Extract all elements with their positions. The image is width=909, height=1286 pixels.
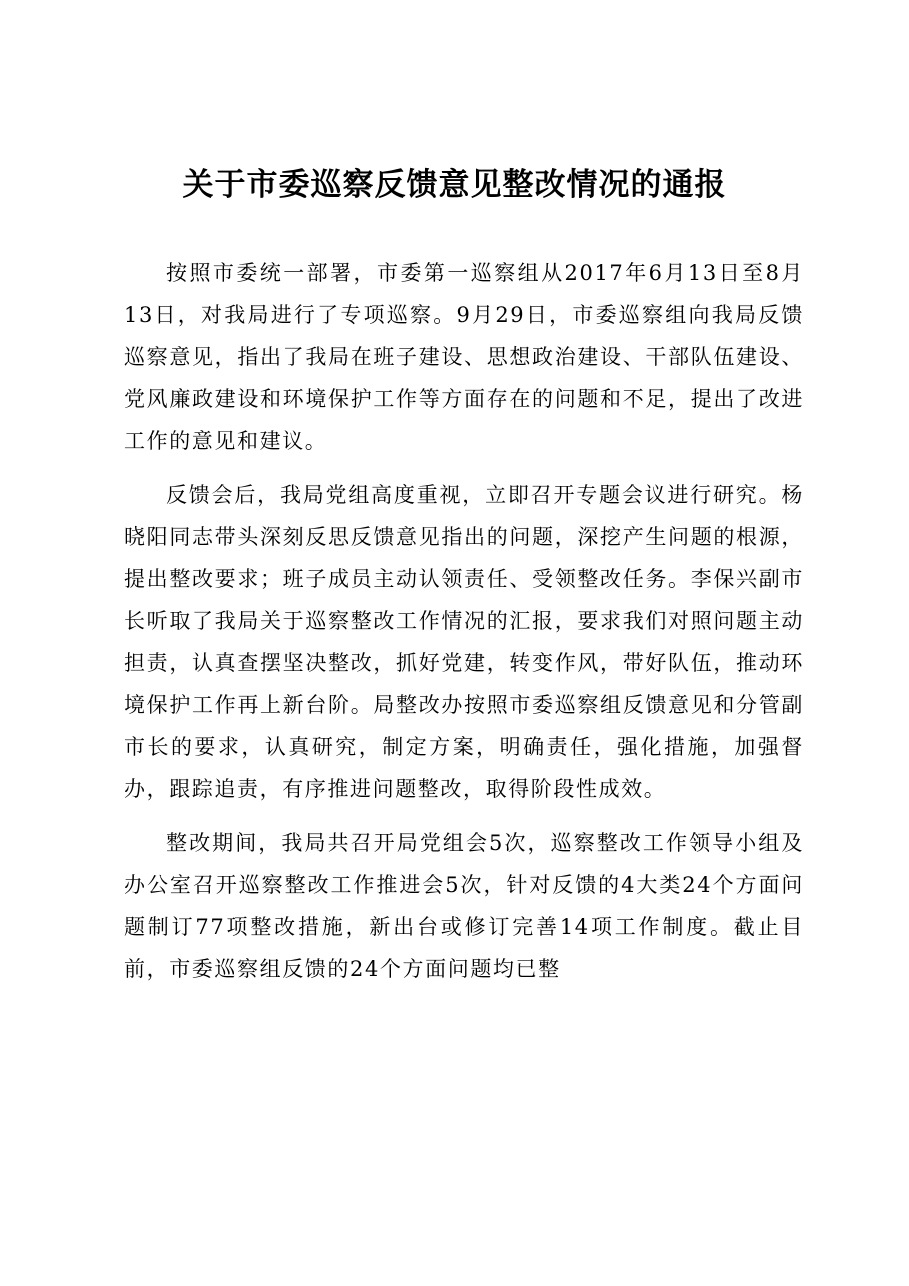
paragraph-1: 按照市委统一部署，市委第一巡察组从2017年6月13日至8月13日，对我局进行了专项巡察。9月29日，市委巡察组向我局反馈巡察意见，指出了我局在班子建设、思想政治建设、干部队伍建设、党风廉政建设和环境保护工作等方面存在的问题和不足，提出了改进工作的意见和建议。 <box>124 261 804 453</box>
paragraph-2: 反馈会后，我局党组高度重视，立即召开专题会议进行研究。杨晓阳同志带头深刻反思反馈意见指出的问题，深挖产生问题的根源，提出整改要求；班子成员主动认领责任、受领整改任务。李保兴副市长听取了我局关于巡察整改工作情况的汇报，要求我们对照问题主动担责，认真查摆坚决整改，抓好党建，转变作风，带好队伍，推动环境保护工作再上新台阶。局整改办按照市委巡察组反馈意见和分管副市长的要求，认真研究，制定方案，明确责任，强化措施，加强督办，跟踪追责，有序推进问题整改，取得阶段性成效。 <box>124 483 804 801</box>
document-title: 关于市委巡察反馈意见整改情况的通报 <box>182 167 727 203</box>
paragraph-3: 整改期间，我局共召开局党组会5次，巡察整改工作领导小组及办公室召开巡察整改工作推进会5次，针对反馈的4大类24个方面问题制订77项整改措施，新出台或修订完善14项工作制度。截止目前，市委巡察组反馈的24个方面问题均已整 <box>124 831 804 981</box>
document-body <box>124 252 804 990</box>
